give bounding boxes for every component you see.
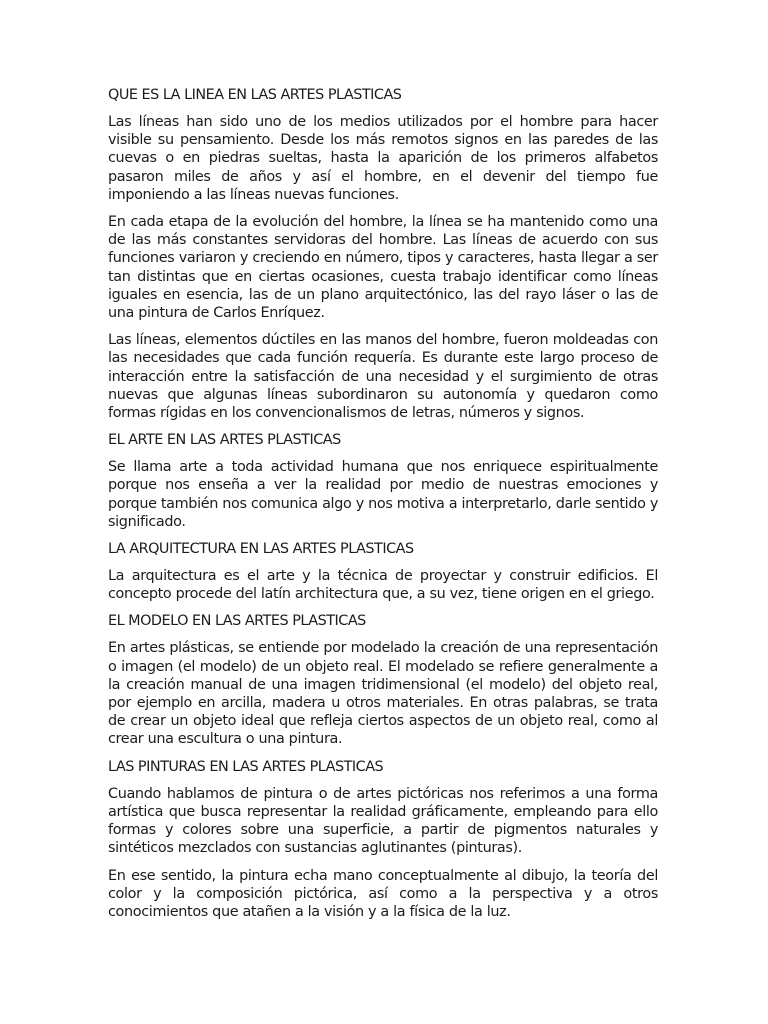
paragraph: Las líneas han sido uno de los medios utilizados por el hombre para hacer visible su pensamiento. Desde los más remotos signos en las paredes de las cuevas o en piedras sueltas, hasta la aparición de los primeros alfabetos pasaron miles de años y así el hombre, en el devenir del tiempo fue imponiendo a las líneas nuevas funciones. bbox=[108, 114, 658, 203]
paragraph: Se llama arte a toda actividad humana que nos enriquece espiritualmente porque nos enseña a ver la realidad por medio de nuestras emociones y porque también nos comunica algo y nos motiva a interpretarlo, darle sentido y significado. bbox=[108, 459, 658, 530]
paragraph: Cuando hablamos de pintura o de artes pictóricas nos referimos a una forma artística que busca representar la realidad gráficamente, empleando para ello formas y colores sobre una superficie, a partir de pigmentos naturales y sintéticos mezclados con sustancias aglutinantes (pinturas). bbox=[108, 785, 658, 857]
section-heading-arte: EL ARTE EN LAS ARTES PLASTICAS bbox=[108, 432, 341, 449]
section-heading-modelo: EL MODELO EN LAS ARTES PLASTICAS bbox=[108, 613, 366, 630]
paragraph: En ese sentido, la pintura echa mano conceptualmente al dibujo, la teoría del color y la composición pictórica, así como a la perspectiva y a otros conocimientos que atañen a la visión y a la física de la luz. bbox=[108, 867, 658, 920]
section-modelo bbox=[108, 612, 658, 748]
section-heading-arquitectura: LA ARQUITECTURA EN LAS ARTES PLASTICAS bbox=[108, 541, 414, 558]
section-pinturas bbox=[108, 758, 658, 921]
paragraph: La arquitectura es el arte y la técnica de proyectar y construir edificios. El concepto procede del latín architectura que, a su vez, tiene origen en el griego. bbox=[108, 568, 658, 603]
section-heading-pinturas: LAS PINTURAS EN LAS ARTES PLASTICAS bbox=[108, 758, 384, 775]
paragraph: En artes plásticas, se entiende por modelado la creación de una representación o imagen (el modelo) de un objeto real. El modelado se refiere generalmente a la creación manual de una imagen tridimensional (el modelo) del objeto real, por ejemplo en arcilla, madera u otros materiales. En otras palabras, se trata de crear un objeto ideal que refleja ciertos aspectos de un objeto real, como al crear una escultura o una pintura. bbox=[108, 640, 658, 748]
section-arte bbox=[108, 431, 658, 531]
section-heading-linea: QUE ES LA LINEA EN LAS ARTES PLASTICAS bbox=[108, 87, 402, 103]
paragraph: Las líneas, elementos dúctiles en las manos del hombre, fueron moldeadas con las necesidades que cada función requería. Es durante este largo proceso de interacción entre la satisfacción de una necesidad y el surgimiento de otras nuevas que algunas líneas subordinaron su autonomía y quedaron como formas rígidas en los convencionalismos de letras, números y signos. bbox=[108, 332, 658, 422]
section-arquitectura bbox=[108, 540, 658, 603]
paragraph: En cada etapa de la evolución del hombre, la línea se ha mantenido como una de las más constantes servidoras del hombre. Las líneas de acuerdo con sus funciones variaron y creciendo en número, tipos y caracteres, hasta llegar a ser tan distintas que en ciertas ocasiones, cuesta trabajo identificar como líneas iguales en esencia, las de un plano arquitectónico, las del rayo láser o las de una pintura de Carlos Enríquez. bbox=[108, 214, 658, 322]
section-linea bbox=[108, 86, 658, 422]
